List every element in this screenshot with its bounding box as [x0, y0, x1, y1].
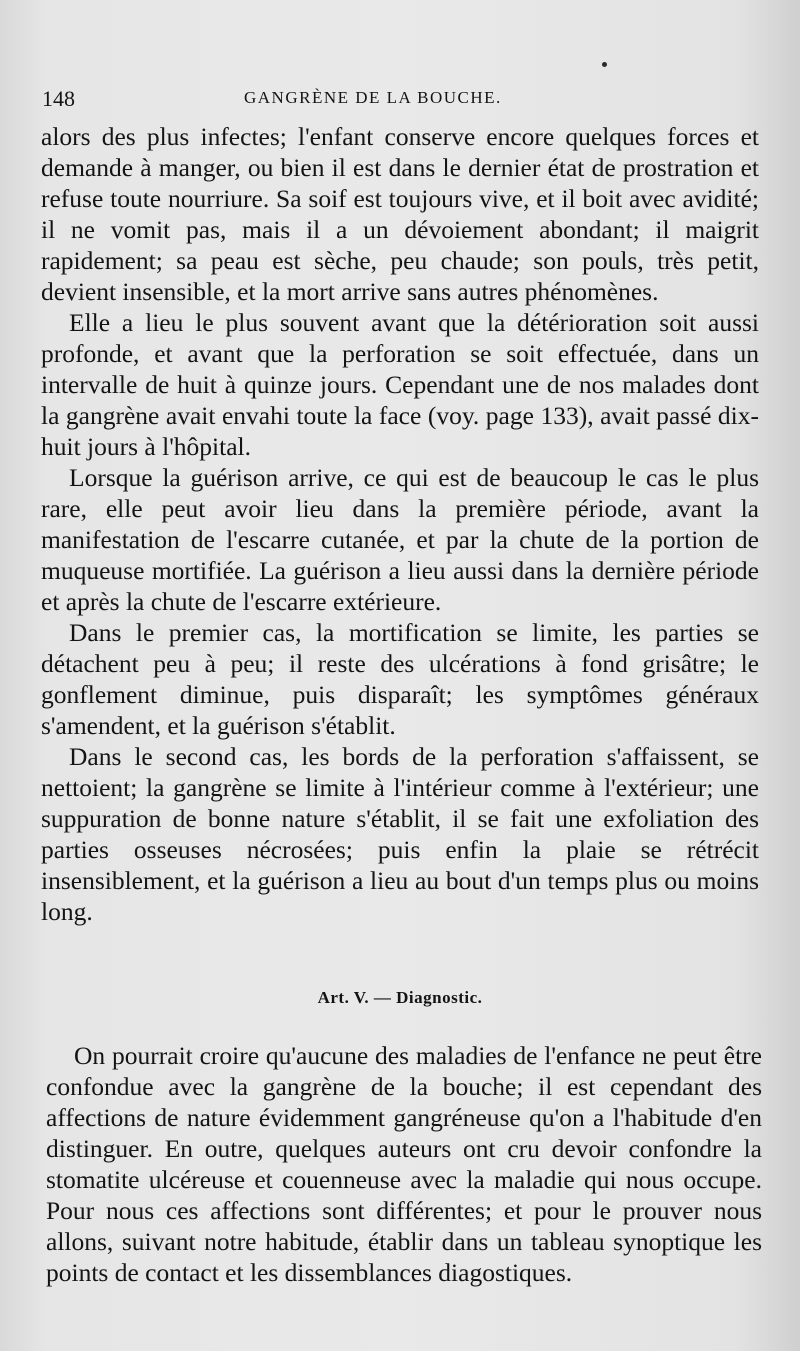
body-text-diagnostic	[46, 1040, 762, 1288]
paragraph-duration: Elle a lieu le plus souvent avant que la détérioration soit aussi profonde, et avant que la perforation se soit effectuée, dans un intervalle de huit à quinze jours. Cependant une de nos malades dont la gangrène avait envahi toute la face (voy. page 133), avait passé dix-huit jours à l'hôpital.	[41, 308, 759, 461]
ink-speck	[602, 62, 607, 67]
paragraph-healing: Lorsque la guérison arrive, ce qui est de beaucoup le cas le plus rare, elle peut avoir lieu dans la première période, avant la manifestation de l'escarre cutanée, et par la chute de la portion de muqueuse mortifiée. La guérison a lieu aussi dans la dernière période et après la chute de l'escarre extérieure.	[41, 463, 759, 616]
paragraph-first-case: Dans le premier cas, la mortification se limite, les parties se détachent peu à peu; il reste des ulcérations à fond grisâtre; le gonflement diminue, puis disparaît; les symptômes généraux s'amendent, et la guérison s'établit.	[41, 618, 759, 740]
section-heading: Art. V. — Diagnostic.	[317, 988, 483, 1007]
body-text-symptoms	[41, 121, 759, 927]
paragraph-prostration: alors des plus infectes; l'enfant conserve encore quelques forces et demande à manger, ou bien il est dans le dernier état de prostration et refuse toute nourriure. Sa soif est toujours vive, et il boit avec avidité; il ne vomit pas, mais il a un dévoiement abondant; il maigrit rapidement; sa peau est sèche, peu chaude; son pouls, très petit, devient insensible, et la mort arrive sans autres phénomènes.	[41, 122, 759, 306]
paragraph-second-case: Dans le second cas, les bords de la perforation s'affaissent, se nettoient; la gangrène se limite à l'intérieur comme à l'extérieur; une suppuration de bonne nature s'établit, il se fait une exfoliation des parties osseuses nécrosées; puis enfin la plaie se rétrécit insensiblement, et la guérison a lieu au bout d'un temps plus ou moins long.	[41, 742, 759, 926]
paragraph-diagnostic: On pourrait croire qu'aucune des maladies de l'enfance ne peut être confondue avec la gangrène de la bouche; il est cependant des affections de nature évidemment gangréneuse qu'on a l'habitude d'en distinguer. En outre, quelques auteurs ont cru devoir confondre la stomatite ulcéreuse et couenneuse avec la maladie qui nous occupe. Pour nous ces affections sont différentes; et pour le prouver nous allons, suivant notre habitude, établir dans un tableau synoptique les points de contact et les dissemblances diagostiques.	[46, 1041, 762, 1287]
page-header	[40, 86, 760, 116]
running-title: GANGRÈNE DE LA BOUCHE.	[244, 88, 502, 107]
page-number: 148	[42, 86, 75, 111]
